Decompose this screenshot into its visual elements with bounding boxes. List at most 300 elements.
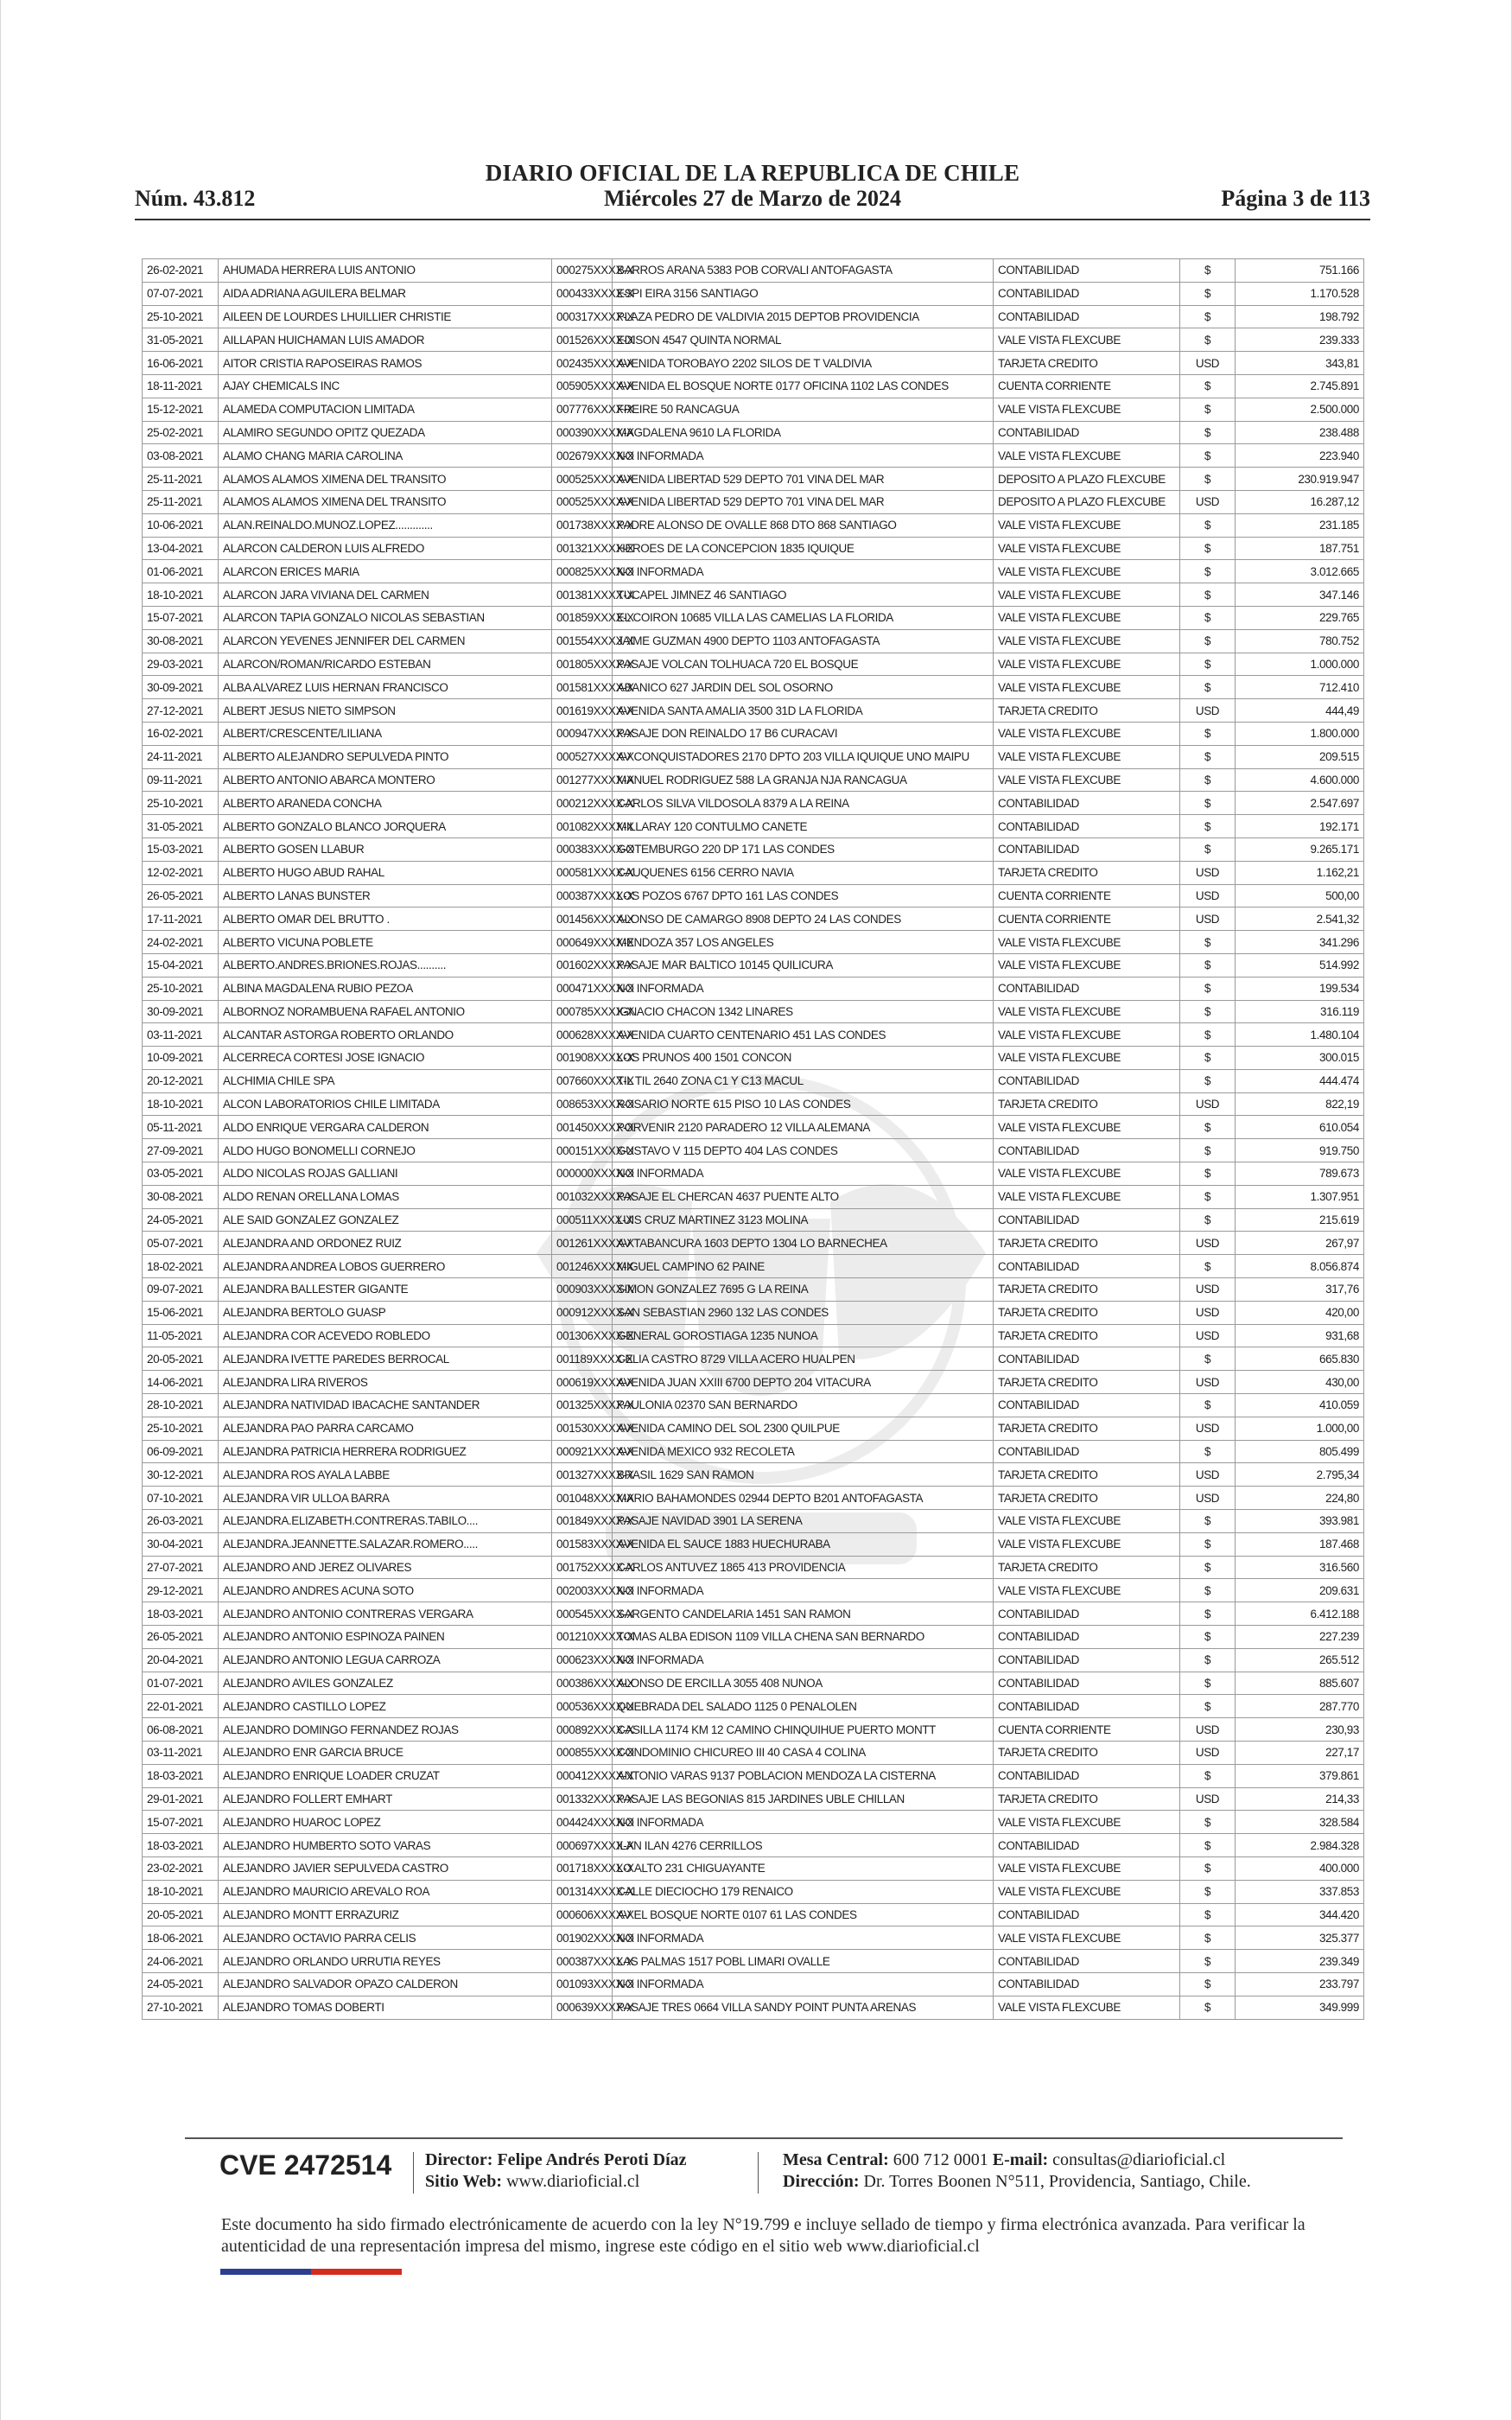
table-row xyxy=(143,629,1364,653)
product-cell: VALE VISTA FLEXCUBE xyxy=(994,1116,1180,1139)
product-cell: TARJETA CREDITO xyxy=(994,1417,1180,1440)
name-cell: ALBA ALVAREZ LUIS HERNAN FRANCISCO xyxy=(219,676,552,699)
page-header xyxy=(135,160,1370,220)
address-cell: PLAZA PEDRO DE VALDIVIA 2015 DEPTOB PROVIDENCIA xyxy=(613,305,994,328)
date-cell: 30-04-2021 xyxy=(143,1532,219,1556)
currency-cell: $ xyxy=(1180,537,1236,560)
product-cell: CONTABILIDAD xyxy=(994,1950,1180,1973)
date-cell: 05-11-2021 xyxy=(143,1116,219,1139)
table-row xyxy=(143,1232,1364,1255)
date-cell: 14-06-2021 xyxy=(143,1371,219,1394)
address-cell: MAGDALENA 9610 LA FLORIDA xyxy=(613,421,994,444)
id-cell: 008653XXXX-X xyxy=(552,1092,613,1116)
id-cell: 000697XXXX-X xyxy=(552,1834,613,1857)
email-label: E-mail: xyxy=(992,2150,1049,2169)
table-row xyxy=(143,1000,1364,1023)
product-cell: CONTABILIDAD xyxy=(994,1440,1180,1463)
currency-cell: $ xyxy=(1180,792,1236,815)
product-cell: VALE VISTA FLEXCUBE xyxy=(994,653,1180,676)
table-row xyxy=(143,421,1364,444)
address-cell: PADRE ALONSO DE OVALLE 868 DTO 868 SANTIAGO xyxy=(613,513,994,537)
currency-cell: $ xyxy=(1180,1069,1236,1092)
date-cell: 05-07-2021 xyxy=(143,1232,219,1255)
product-cell: VALE VISTA FLEXCUBE xyxy=(994,1000,1180,1023)
director-name: Felipe Andrés Peroti Díaz xyxy=(497,2150,687,2169)
table-row xyxy=(143,1602,1364,1626)
amount-cell: 215.619 xyxy=(1236,1208,1364,1232)
currency-cell: $ xyxy=(1180,745,1236,768)
address-cell: ESPI EIRA 3156 SANTIAGO xyxy=(613,282,994,305)
date-cell: 31-05-2021 xyxy=(143,328,219,352)
name-cell: ALBERTO VICUNA POBLETE xyxy=(219,931,552,954)
amount-cell: 224,80 xyxy=(1236,1487,1364,1510)
date-cell: 29-01-2021 xyxy=(143,1787,219,1811)
id-cell: 001210XXXX-X xyxy=(552,1626,613,1649)
amount-cell: 239.333 xyxy=(1236,328,1364,352)
currency-cell: $ xyxy=(1180,837,1236,861)
name-cell: ALEJANDRA BERTOLO GUASP xyxy=(219,1301,552,1324)
address-cell: AVENIDA MEXICO 932 RECOLETA xyxy=(613,1440,994,1463)
amount-cell: 1.162,21 xyxy=(1236,861,1364,884)
product-cell: VALE VISTA FLEXCUBE xyxy=(994,1023,1180,1047)
product-cell: CONTABILIDAD xyxy=(994,792,1180,815)
amount-cell: 2.984.328 xyxy=(1236,1834,1364,1857)
currency-cell: $ xyxy=(1180,328,1236,352)
name-cell: ALBERTO HUGO ABUD RAHAL xyxy=(219,861,552,884)
currency-cell: USD xyxy=(1180,861,1236,884)
id-cell: 001581XXXX-X xyxy=(552,676,613,699)
amount-cell: 317,76 xyxy=(1236,1278,1364,1302)
id-cell: 001325XXXX-X xyxy=(552,1394,613,1417)
id-cell: 001306XXXX-X xyxy=(552,1324,613,1347)
amount-cell: 805.499 xyxy=(1236,1440,1364,1463)
amount-cell: 16.287,12 xyxy=(1236,490,1364,513)
currency-cell: $ xyxy=(1180,1162,1236,1186)
id-cell: 000606XXXX-X xyxy=(552,1903,613,1926)
currency-cell: USD xyxy=(1180,1463,1236,1487)
currency-cell: USD xyxy=(1180,1487,1236,1510)
table-row xyxy=(143,1695,1364,1718)
product-cell: CONTABILIDAD xyxy=(994,1764,1180,1787)
address-cell: PASAJE NAVIDAD 3901 LA SERENA xyxy=(613,1510,994,1533)
table-row xyxy=(143,1440,1364,1463)
amount-cell: 1.000,00 xyxy=(1236,1417,1364,1440)
table-row xyxy=(143,583,1364,607)
table-row xyxy=(143,1185,1364,1208)
name-cell: ALEJANDRO HUAROC LOPEZ xyxy=(219,1811,552,1834)
table-row xyxy=(143,1556,1364,1579)
table-row xyxy=(143,977,1364,1000)
amount-cell: 1.480.104 xyxy=(1236,1023,1364,1047)
currency-cell: USD xyxy=(1180,1301,1236,1324)
name-cell: ALBERTO GONZALO BLANCO JORQUERA xyxy=(219,815,552,838)
table-row xyxy=(143,884,1364,908)
date-cell: 30-12-2021 xyxy=(143,1463,219,1487)
address-cell: NO INFORMADA xyxy=(613,1811,994,1834)
name-cell: ALBERTO ANTONIO ABARCA MONTERO xyxy=(219,768,552,792)
product-cell: CONTABILIDAD xyxy=(994,1834,1180,1857)
address-cell: CASILLA 1174 KM 12 CAMINO CHINQUIHUE PUERTO MONTT xyxy=(613,1718,994,1742)
date-cell: 17-11-2021 xyxy=(143,908,219,931)
amount-cell: 209.631 xyxy=(1236,1579,1364,1602)
name-cell: ALARCON/ROMAN/RICARDO ESTEBAN xyxy=(219,653,552,676)
product-cell: CONTABILIDAD xyxy=(994,282,1180,305)
currency-cell: USD xyxy=(1180,908,1236,931)
amount-cell: 444,49 xyxy=(1236,699,1364,723)
name-cell: ALCERRECA CORTESI JOSE IGNACIO xyxy=(219,1047,552,1070)
address-cell: LOS POZOS 6767 DPTO 161 LAS CONDES xyxy=(613,884,994,908)
currency-cell: $ xyxy=(1180,583,1236,607)
address-cell: AVENIDA EL BOSQUE NORTE 0177 OFICINA 1102 LAS CONDES xyxy=(613,374,994,398)
currency-cell: $ xyxy=(1180,629,1236,653)
currency-cell: $ xyxy=(1180,1139,1236,1162)
id-cell: 001902XXXX-X xyxy=(552,1926,613,1950)
product-cell: TARJETA CREDITO xyxy=(994,1463,1180,1487)
date-cell: 27-07-2021 xyxy=(143,1556,219,1579)
address-cell: PASAJE VOLCAN TOLHUACA 720 EL BOSQUE xyxy=(613,653,994,676)
product-cell: CUENTA CORRIENTE xyxy=(994,374,1180,398)
currency-cell: $ xyxy=(1180,1996,1236,2019)
amount-cell: 265.512 xyxy=(1236,1648,1364,1672)
address-cell: NO INFORMADA xyxy=(613,1926,994,1950)
name-cell: ALEJANDRO ORLANDO URRUTIA REYES xyxy=(219,1950,552,1973)
currency-cell: $ xyxy=(1180,1185,1236,1208)
address-cell: GENERAL GOROSTIAGA 1235 NUNOA xyxy=(613,1324,994,1347)
id-cell: 001321XXXX-X xyxy=(552,537,613,560)
id-cell: 000855XXXX-X xyxy=(552,1742,613,1765)
product-cell: CONTABILIDAD xyxy=(994,1626,1180,1649)
name-cell: ALEJANDRO AVILES GONZALEZ xyxy=(219,1672,552,1695)
date-cell: 18-03-2021 xyxy=(143,1834,219,1857)
product-cell: VALE VISTA FLEXCUBE xyxy=(994,328,1180,352)
date-cell: 07-10-2021 xyxy=(143,1487,219,1510)
table-row xyxy=(143,352,1364,375)
date-cell: 26-05-2021 xyxy=(143,884,219,908)
address-cell: HEROES DE LA CONCEPCION 1835 IQUIQUE xyxy=(613,537,994,560)
name-cell: ALARCON CALDERON LUIS ALFREDO xyxy=(219,537,552,560)
product-cell: TARJETA CREDITO xyxy=(994,1301,1180,1324)
id-cell: 001261XXXX-X xyxy=(552,1232,613,1255)
table-row xyxy=(143,1301,1364,1324)
amount-cell: 2.541,32 xyxy=(1236,908,1364,931)
amount-cell: 287.770 xyxy=(1236,1695,1364,1718)
table-row xyxy=(143,837,1364,861)
address-cell: PASAJE EL CHERCAN 4637 PUENTE ALTO xyxy=(613,1185,994,1208)
id-cell: 000387XXXX-X xyxy=(552,1950,613,1973)
product-cell: VALE VISTA FLEXCUBE xyxy=(994,513,1180,537)
currency-cell: $ xyxy=(1180,1394,1236,1417)
product-cell: VALE VISTA FLEXCUBE xyxy=(994,676,1180,699)
table-row xyxy=(143,1811,1364,1834)
table-row xyxy=(143,305,1364,328)
date-cell: 20-05-2021 xyxy=(143,1903,219,1926)
amount-cell: 347.146 xyxy=(1236,583,1364,607)
table-row xyxy=(143,861,1364,884)
product-cell: CONTABILIDAD xyxy=(994,1394,1180,1417)
table-row xyxy=(143,513,1364,537)
amount-cell: 4.600.000 xyxy=(1236,768,1364,792)
amount-cell: 227.239 xyxy=(1236,1626,1364,1649)
id-cell: 002435XXXX-X xyxy=(552,352,613,375)
currency-cell: $ xyxy=(1180,1602,1236,1626)
currency-cell: $ xyxy=(1180,676,1236,699)
currency-cell: $ xyxy=(1180,1579,1236,1602)
name-cell: ALBERTO.ANDRES.BRIONES.ROJAS.......... xyxy=(219,953,552,977)
address-cell: PASAJE LAS BEGONIAS 815 JARDINES UBLE CHILLAN xyxy=(613,1787,994,1811)
name-cell: ALE SAID GONZALEZ GONZALEZ xyxy=(219,1208,552,1232)
name-cell: ALEJANDRO ANTONIO CONTRERAS VERGARA xyxy=(219,1602,552,1626)
name-cell: ALEJANDRO MAURICIO AREVALO ROA xyxy=(219,1880,552,1903)
date-cell: 07-07-2021 xyxy=(143,282,219,305)
id-cell: 000390XXXX-X xyxy=(552,421,613,444)
id-cell: 000623XXXX-X xyxy=(552,1648,613,1672)
table-row xyxy=(143,1394,1364,1417)
date-cell: 24-05-2021 xyxy=(143,1208,219,1232)
amount-cell: 919.750 xyxy=(1236,1139,1364,1162)
name-cell: ALEJANDRA LIRA RIVEROS xyxy=(219,1371,552,1394)
date-cell: 16-02-2021 xyxy=(143,722,219,745)
address-cell: GOTEMBURGO 220 DP 171 LAS CONDES xyxy=(613,837,994,861)
date-cell: 15-06-2021 xyxy=(143,1301,219,1324)
name-cell: ALEJANDRO ENRIQUE LOADER CRUZAT xyxy=(219,1764,552,1787)
currency-cell: USD xyxy=(1180,1718,1236,1742)
address-cell: ALONSO DE ERCILLA 3055 408 NUNOA xyxy=(613,1672,994,1695)
address-cell: AVENIDA LIBERTAD 529 DEPTO 701 VINA DEL MAR xyxy=(613,490,994,513)
amount-cell: 500,00 xyxy=(1236,884,1364,908)
name-cell: ALBERT/CRESCENTE/LILIANA xyxy=(219,722,552,745)
id-cell: 001246XXXX-X xyxy=(552,1255,613,1278)
id-cell: 001450XXXX-X xyxy=(552,1116,613,1139)
amount-cell: 1.000.000 xyxy=(1236,653,1364,676)
id-cell: 001032XXXX-X xyxy=(552,1185,613,1208)
amount-cell: 300.015 xyxy=(1236,1047,1364,1070)
currency-cell: $ xyxy=(1180,1903,1236,1926)
table-row xyxy=(143,1139,1364,1162)
table-row xyxy=(143,1718,1364,1742)
id-cell: 000947XXXX-X xyxy=(552,722,613,745)
product-cell: TARJETA CREDITO xyxy=(994,1371,1180,1394)
address-cell: ILAN ILAN 4276 CERRILLOS xyxy=(613,1834,994,1857)
currency-cell: $ xyxy=(1180,1000,1236,1023)
product-cell: CUENTA CORRIENTE xyxy=(994,908,1180,931)
amount-cell: 316.560 xyxy=(1236,1556,1364,1579)
id-cell: 000903XXXX-X xyxy=(552,1278,613,1302)
currency-cell: $ xyxy=(1180,374,1236,398)
name-cell: ALARCON JARA VIVIANA DEL CARMEN xyxy=(219,583,552,607)
amount-cell: 349.999 xyxy=(1236,1996,1364,2019)
date-cell: 30-08-2021 xyxy=(143,629,219,653)
table-row xyxy=(143,1834,1364,1857)
id-cell: 007776XXXX-X xyxy=(552,398,613,421)
name-cell: ALEJANDRA.JEANNETTE.SALAZAR.ROMERO..... xyxy=(219,1532,552,1556)
amount-cell: 400.000 xyxy=(1236,1856,1364,1880)
amount-cell: 665.830 xyxy=(1236,1347,1364,1371)
table-row xyxy=(143,1626,1364,1649)
name-cell: ALEJANDRO MONTT ERRAZURIZ xyxy=(219,1903,552,1926)
amount-cell: 8.056.874 xyxy=(1236,1255,1364,1278)
table-row xyxy=(143,398,1364,421)
date-cell: 11-05-2021 xyxy=(143,1324,219,1347)
currency-cell: $ xyxy=(1180,1116,1236,1139)
table-row xyxy=(143,1324,1364,1347)
date-cell: 20-04-2021 xyxy=(143,1648,219,1672)
date-cell: 06-09-2021 xyxy=(143,1440,219,1463)
currency-cell: $ xyxy=(1180,560,1236,583)
currency-cell: $ xyxy=(1180,468,1236,491)
address-cell: MARIO BAHAMONDES 02944 DEPTO B201 ANTOFAGASTA xyxy=(613,1487,994,1510)
name-cell: ALEJANDRA VIR ULLOA BARRA xyxy=(219,1487,552,1510)
amount-cell: 430,00 xyxy=(1236,1371,1364,1394)
name-cell: ALEJANDRO ANDRES ACUNA SOTO xyxy=(219,1579,552,1602)
website-label: Sitio Web: xyxy=(425,2172,503,2191)
address-cell: BARROS ARANA 5383 POB CORVALI ANTOFAGASTA xyxy=(613,259,994,283)
date-cell: 25-10-2021 xyxy=(143,305,219,328)
email-link[interactable]: consultas@diarioficial.cl xyxy=(1052,2150,1226,2169)
amount-cell: 610.054 xyxy=(1236,1116,1364,1139)
currency-cell: $ xyxy=(1180,513,1236,537)
product-cell: CUENTA CORRIENTE xyxy=(994,884,1180,908)
currency-cell: $ xyxy=(1180,1556,1236,1579)
date-cell: 20-05-2021 xyxy=(143,1347,219,1371)
id-cell: 000639XXXX-X xyxy=(552,1996,613,2019)
table-row xyxy=(143,537,1364,560)
currency-cell: $ xyxy=(1180,1626,1236,1649)
mesa-label: Mesa Central: xyxy=(783,2150,889,2169)
id-cell: 000525XXXX-X xyxy=(552,468,613,491)
name-cell: ALDO ENRIQUE VERGARA CALDERON xyxy=(219,1116,552,1139)
currency-cell: USD xyxy=(1180,352,1236,375)
date-cell: 15-04-2021 xyxy=(143,953,219,977)
amount-cell: 187.751 xyxy=(1236,537,1364,560)
table-row xyxy=(143,1579,1364,1602)
address-cell: AVENIDA CUARTO CENTENARIO 451 LAS CONDES xyxy=(613,1023,994,1047)
product-cell: CONTABILIDAD xyxy=(994,1255,1180,1278)
id-cell: 001554XXXX-X xyxy=(552,629,613,653)
date-cell: 27-10-2021 xyxy=(143,1996,219,2019)
id-cell: 000433XXXX-X xyxy=(552,282,613,305)
address-cell: JAIME GUZMAN 4900 DEPTO 1103 ANTOFAGASTA xyxy=(613,629,994,653)
amount-cell: 209.515 xyxy=(1236,745,1364,768)
address-cell: TOMAS ALBA EDISON 1109 VILLA CHENA SAN BERNARDO xyxy=(613,1626,994,1649)
table-row xyxy=(143,1092,1364,1116)
product-cell: CONTABILIDAD xyxy=(994,1208,1180,1232)
date-cell: 25-10-2021 xyxy=(143,977,219,1000)
date-cell: 31-05-2021 xyxy=(143,815,219,838)
address-label: Dirección: xyxy=(783,2172,860,2191)
id-cell: 000275XXXX-X xyxy=(552,259,613,283)
page-indicator: Página 3 de 113 xyxy=(1221,186,1370,211)
id-cell: 000628XXXX-X xyxy=(552,1023,613,1047)
table-row xyxy=(143,953,1364,977)
id-cell: 000212XXXX-X xyxy=(552,792,613,815)
name-cell: ALBERTO LANAS BUNSTER xyxy=(219,884,552,908)
currency-cell: $ xyxy=(1180,1255,1236,1278)
website-link[interactable]: www.diarioficial.cl xyxy=(506,2172,640,2191)
amount-cell: 328.584 xyxy=(1236,1811,1364,1834)
currency-cell: USD xyxy=(1180,1417,1236,1440)
amount-cell: 514.992 xyxy=(1236,953,1364,977)
id-cell: 000527XXXX-X xyxy=(552,745,613,768)
address-cell: NO INFORMADA xyxy=(613,444,994,468)
currency-cell: $ xyxy=(1180,815,1236,838)
address-cell: CALLE DIECIOCHO 179 RENAICO xyxy=(613,1880,994,1903)
currency-cell: USD xyxy=(1180,1742,1236,1765)
flag-stripe xyxy=(220,2269,402,2275)
id-cell: 000151XXXX-X xyxy=(552,1139,613,1162)
name-cell: ALARCON YEVENES JENNIFER DEL CARMEN xyxy=(219,629,552,653)
date-cell: 24-02-2021 xyxy=(143,931,219,954)
product-cell: VALE VISTA FLEXCUBE xyxy=(994,1162,1180,1186)
date-cell: 29-12-2021 xyxy=(143,1579,219,1602)
id-cell: 001093XXXX-X xyxy=(552,1972,613,1996)
id-cell: 000649XXXX-X xyxy=(552,931,613,954)
publication-title: DIARIO OFICIAL DE LA REPUBLICA DE CHILE xyxy=(485,160,1020,186)
name-cell: ALAMEDA COMPUTACION LIMITADA xyxy=(219,398,552,421)
amount-cell: 1.170.528 xyxy=(1236,282,1364,305)
address-cell: PORVENIR 2120 PARADERO 12 VILLA ALEMANA xyxy=(613,1116,994,1139)
product-cell: VALE VISTA FLEXCUBE xyxy=(994,1880,1180,1903)
address-cell: AVENIDA SANTA AMALIA 3500 31D LA FLORIDA xyxy=(613,699,994,723)
id-cell: 001619XXXX-X xyxy=(552,699,613,723)
name-cell: ALARCON ERICES MARIA xyxy=(219,560,552,583)
id-cell: 001805XXXX-X xyxy=(552,653,613,676)
date-cell: 16-06-2021 xyxy=(143,352,219,375)
currency-cell: $ xyxy=(1180,1347,1236,1371)
address-cell: AVENIDA EL SAUCE 1883 HUECHURABA xyxy=(613,1532,994,1556)
address-cell: EDISON 4547 QUINTA NORMAL xyxy=(613,328,994,352)
name-cell: ALEJANDRA AND ORDONEZ RUIZ xyxy=(219,1232,552,1255)
name-cell: AIDA ADRIANA AGUILERA BELMAR xyxy=(219,282,552,305)
name-cell: ALBERTO ARANEDA CONCHA xyxy=(219,792,552,815)
date-cell: 25-02-2021 xyxy=(143,421,219,444)
name-cell: ALCON LABORATORIOS CHILE LIMITADA xyxy=(219,1092,552,1116)
address-cell: NO INFORMADA xyxy=(613,1972,994,1996)
date-cell: 15-07-2021 xyxy=(143,1811,219,1834)
address-cell: LUIS CRUZ MARTINEZ 3123 MOLINA xyxy=(613,1208,994,1232)
id-cell: 001327XXXX-X xyxy=(552,1463,613,1487)
table-row xyxy=(143,1672,1364,1695)
table-row xyxy=(143,1787,1364,1811)
address-cell: LO ALTO 231 CHIGUAYANTE xyxy=(613,1856,994,1880)
product-cell: TARJETA CREDITO xyxy=(994,1278,1180,1302)
id-cell: 001189XXXX-X xyxy=(552,1347,613,1371)
name-cell: ALCANTAR ASTORGA ROBERTO ORLANDO xyxy=(219,1023,552,1047)
id-cell: 001583XXXX-X xyxy=(552,1532,613,1556)
footer-director-block xyxy=(425,2149,687,2193)
name-cell: ALEJANDRA PATRICIA HERRERA RODRIGUEZ xyxy=(219,1440,552,1463)
address-cell: CONDOMINIO CHICUREO III 40 CASA 4 COLINA xyxy=(613,1742,994,1765)
product-cell: VALE VISTA FLEXCUBE xyxy=(994,745,1180,768)
amount-cell: 3.012.665 xyxy=(1236,560,1364,583)
product-cell: TARJETA CREDITO xyxy=(994,1092,1180,1116)
name-cell: ALEJANDRA ROS AYALA LABBE xyxy=(219,1463,552,1487)
amount-cell: 751.166 xyxy=(1236,259,1364,283)
address-cell: ALONSO DE CAMARGO 8908 DEPTO 24 LAS CONDES xyxy=(613,908,994,931)
amount-cell: 238.488 xyxy=(1236,421,1364,444)
amount-cell: 1.307.951 xyxy=(1236,1185,1364,1208)
date-cell: 06-08-2021 xyxy=(143,1718,219,1742)
address-cell: AV CONQUISTADORES 2170 DPTO 203 VILLA IQUIQUE UNO MAIPU xyxy=(613,745,994,768)
address-cell: AVENIDA LIBERTAD 529 DEPTO 701 VINA DEL MAR xyxy=(613,468,994,491)
currency-cell: $ xyxy=(1180,282,1236,305)
address-cell: NO INFORMADA xyxy=(613,1648,994,1672)
amount-cell: 229.765 xyxy=(1236,606,1364,629)
table-row xyxy=(143,1162,1364,1186)
product-cell: VALE VISTA FLEXCUBE xyxy=(994,931,1180,954)
id-cell: 000317XXXX-X xyxy=(552,305,613,328)
table-row xyxy=(143,374,1364,398)
amount-cell: 2.795,34 xyxy=(1236,1463,1364,1487)
